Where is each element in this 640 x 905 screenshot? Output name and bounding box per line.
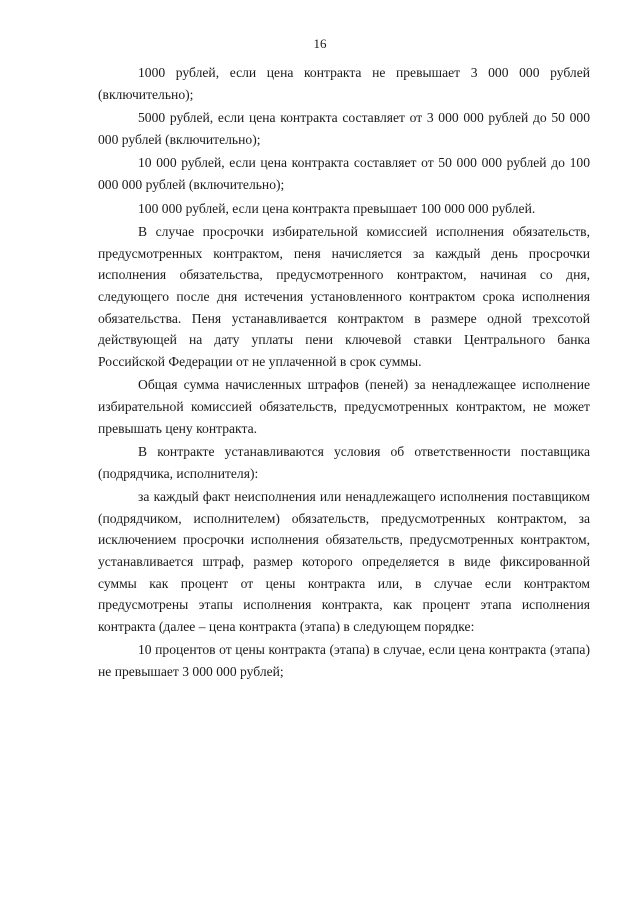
page-number: 16 bbox=[313, 36, 327, 51]
paragraph: 100 000 рублей, если цена контракта превышает 100 000 000 рублей. bbox=[138, 200, 536, 216]
paragraph: В контракте устанавливаются условия об ответственности поставщика (подрядчика, исполнителя): bbox=[98, 444, 590, 481]
paragraph: 5000 рублей, если цена контракта составляет от 3 000 000 рублей до 50 000 000 рублей (включительно); bbox=[98, 110, 590, 147]
paragraph: за каждый факт неисполнения или ненадлежащего исполнения поставщиком (подрядчиком, исполнителем) обязательств, предусмотренных контрактом, за исключением просрочки исполнения обязательств, предусмотренных контрактом, устанавливается штраф, размер которого определяется в виде фиксированной суммы как процент от цены контракта или, в случае если контрактом предусмотрены этапы исполнения контракта, как процент этапа исполнения контракта (далее – цена контракта (этапа) в следующем порядке: bbox=[98, 489, 590, 634]
paragraph: 1000 рублей, если цена контракта не превышает 3 000 000 рублей (включительно); bbox=[98, 65, 590, 102]
paragraph: 10 000 рублей, если цена контракта составляет от 50 000 000 рублей до 100 000 000 рублей (включительно); bbox=[98, 155, 590, 192]
paragraph: Общая сумма начисленных штрафов (пеней) за ненадлежащее исполнение избирательной комиссией обязательств, предусмотренных контрактом, не может превышать цену контракта. bbox=[98, 377, 590, 436]
paragraph: В случае просрочки избирательной комиссией исполнения обязательств, предусмотренных контрактом, пеня начисляется за каждый день просрочки исполнения обязательства, предусмотренного контрактом, начиная со дня, следующего после дня истечения установленного контрактом срока исполнения обязательства. Пеня устанавливается контрактом в размере одной трехсотой действующей на дату уплаты пени ключевой ставки Центрального банка Российской Федерации от не уплаченной в срок суммы. bbox=[98, 224, 590, 369]
document-body bbox=[98, 62, 590, 685]
paragraph: 10 процентов от цены контракта (этапа) в случае, если цена контракта (этапа) не превышает 3 000 000 рублей; bbox=[98, 642, 590, 680]
